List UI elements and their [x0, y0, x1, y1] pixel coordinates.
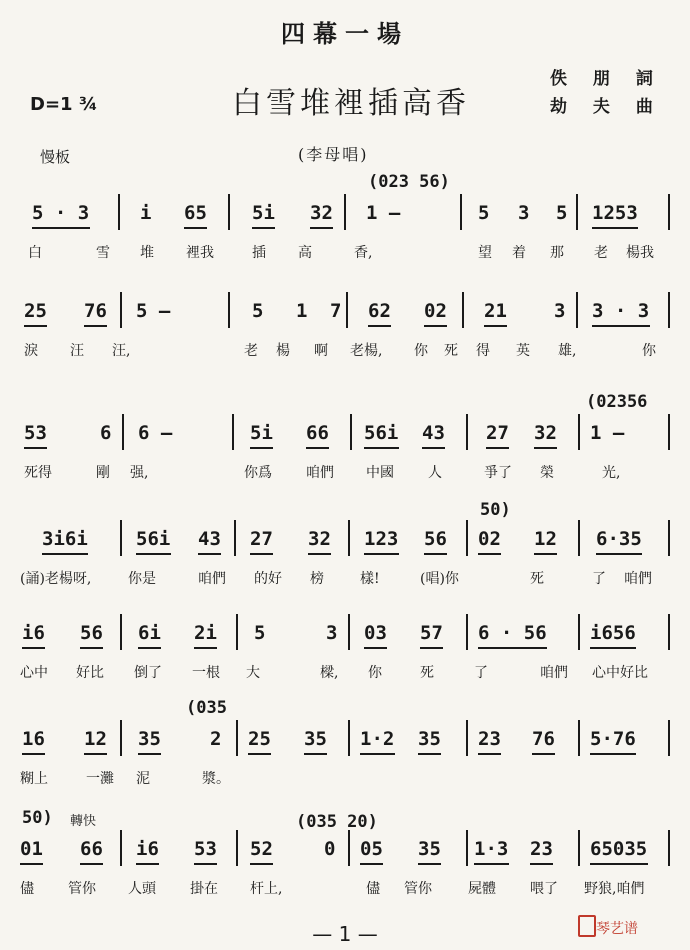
lyric: 野狼,咱們	[584, 881, 645, 897]
lyric: 心中好比	[592, 665, 648, 681]
note-group: 5i	[252, 202, 275, 224]
note-group: 12	[534, 528, 557, 550]
beam-underline	[32, 227, 90, 229]
lyric: 泥	[136, 771, 150, 787]
bar-line	[120, 830, 122, 866]
beam-underline	[592, 227, 638, 229]
note-group: 02	[478, 528, 501, 550]
lyric: 你	[368, 665, 382, 681]
lyric: 裡我	[186, 245, 214, 261]
bar-line	[466, 614, 468, 650]
note-group: 3 · 3	[592, 300, 650, 322]
beam-underline	[198, 553, 221, 555]
note-group: 6i	[138, 622, 161, 644]
lyric: 英	[516, 343, 530, 359]
beam-underline	[424, 553, 447, 555]
beam-underline	[534, 553, 557, 555]
note-group: 1·2	[360, 728, 395, 750]
lyric: 老	[594, 245, 608, 261]
lyric: 儘	[20, 881, 34, 897]
note-group: 1	[296, 300, 308, 322]
bar-line	[668, 414, 670, 450]
beam-underline	[136, 553, 171, 555]
lyric: 榮	[540, 465, 554, 481]
beam-underline	[22, 647, 45, 649]
note-group: 6 —	[138, 422, 173, 444]
beam-underline	[138, 753, 161, 755]
bar-line	[578, 830, 580, 866]
lyric: 榜	[310, 571, 324, 587]
beam-underline	[80, 863, 103, 865]
beam-underline	[478, 553, 501, 555]
lyric: 管你	[404, 881, 432, 897]
watermark: 琴艺谱	[596, 921, 638, 937]
bar-line	[344, 194, 346, 230]
lyric: 你爲	[244, 465, 272, 481]
lyric: 楊我	[626, 245, 654, 261]
beam-underline	[304, 753, 327, 755]
beam-underline	[474, 863, 509, 865]
note-group: 53	[24, 422, 47, 444]
lyric: 咱們	[540, 665, 568, 681]
note-group: i6	[136, 838, 159, 860]
note-group: 35	[138, 728, 161, 750]
note-group: 62	[368, 300, 391, 322]
lyric: 堆	[140, 245, 154, 261]
bar-line	[348, 830, 350, 866]
note-group: 02	[424, 300, 447, 322]
lyric: 的好	[254, 571, 282, 587]
watermark-logo-icon	[578, 915, 596, 937]
note-group: 1·3	[474, 838, 509, 860]
lyric: 好比	[76, 665, 104, 681]
bar-line	[466, 830, 468, 866]
interlude-annotation: (02356	[586, 392, 648, 412]
note-group: 43	[422, 422, 445, 444]
note-group: 2i	[194, 622, 217, 644]
beam-underline	[420, 647, 443, 649]
note-group: 76	[532, 728, 555, 750]
beam-underline	[194, 647, 217, 649]
bar-line	[462, 292, 464, 328]
note-group: 66	[80, 838, 103, 860]
beam-underline	[368, 325, 391, 327]
lyric: 楊	[276, 343, 290, 359]
act-title: 四幕一場	[281, 19, 409, 48]
lyric: 了	[474, 665, 488, 681]
bar-line	[578, 720, 580, 756]
bar-line	[576, 292, 578, 328]
singer-note: (李母唱)	[298, 145, 369, 164]
beam-underline	[84, 325, 107, 327]
note-group: 3	[554, 300, 566, 322]
tempo-marking: 慢板	[40, 148, 71, 166]
lyric: 樑,	[320, 665, 339, 681]
bar-line	[668, 520, 670, 556]
note-group: 1253	[592, 202, 638, 224]
lyric: 剛	[96, 465, 110, 481]
beam-underline	[250, 553, 273, 555]
note-group: 27	[250, 528, 273, 550]
bar-line	[576, 194, 578, 230]
note-group: 23	[478, 728, 501, 750]
bar-line	[350, 414, 352, 450]
note-group: 56	[80, 622, 103, 644]
beam-underline	[484, 325, 507, 327]
bar-line	[120, 292, 122, 328]
beam-underline	[422, 447, 445, 449]
bar-line	[236, 830, 238, 866]
note-group: 32	[534, 422, 557, 444]
note-group: 65035	[590, 838, 648, 860]
bar-line	[668, 292, 670, 328]
beam-underline	[592, 325, 650, 327]
lyric: 喂了	[530, 881, 558, 897]
note-group: 5	[254, 622, 266, 644]
bar-line	[346, 292, 348, 328]
lyric: 你	[642, 343, 656, 359]
beam-underline	[532, 753, 555, 755]
beam-underline	[24, 325, 47, 327]
bar-line	[118, 194, 120, 230]
lyric: 樣!	[360, 571, 380, 587]
note-group: 66	[306, 422, 329, 444]
note-group: 25	[248, 728, 271, 750]
note-group: i656	[590, 622, 636, 644]
note-group: 65	[184, 202, 207, 224]
lyric: 淚	[24, 343, 38, 359]
beam-underline	[248, 753, 271, 755]
note-group: 1 —	[366, 202, 401, 224]
note-group: 3	[326, 622, 338, 644]
interlude-annotation: 50)	[22, 808, 53, 828]
bar-line	[228, 292, 230, 328]
note-group: 35	[304, 728, 327, 750]
note-group: 3	[518, 202, 530, 224]
note-group: 12	[84, 728, 107, 750]
note-group: 53	[194, 838, 217, 860]
song-title: 白雪堆裡插高香	[232, 86, 470, 121]
note-group: 56i	[364, 422, 399, 444]
lyric: 了	[592, 571, 606, 587]
bar-line	[578, 614, 580, 650]
lyric: 漿。	[202, 771, 230, 787]
lyric: 杆上,	[250, 881, 283, 897]
beam-underline	[138, 647, 161, 649]
beam-underline	[596, 553, 642, 555]
beam-underline	[418, 863, 441, 865]
lyric: 汪	[70, 343, 84, 359]
note-group: 6·35	[596, 528, 642, 550]
lyric: 那	[550, 245, 564, 261]
lyric: 咱們	[198, 571, 226, 587]
note-group: 6	[100, 422, 112, 444]
note-group: 6 · 56	[478, 622, 547, 644]
note-group: 21	[484, 300, 507, 322]
note-group: 25	[24, 300, 47, 322]
lyric: 管你	[68, 881, 96, 897]
lyric: 死	[444, 343, 458, 359]
bar-line	[460, 194, 462, 230]
lyric: 老楊,	[350, 343, 383, 359]
bar-line	[578, 414, 580, 450]
beam-underline	[194, 863, 217, 865]
lyric: 中國	[366, 465, 394, 481]
bar-line	[120, 720, 122, 756]
beam-underline	[250, 447, 273, 449]
lyricist-credit: 佚 朋 詞	[550, 69, 663, 89]
lyric: 糊上	[20, 771, 48, 787]
beam-underline	[20, 863, 43, 865]
lyric: 雪	[96, 245, 110, 261]
note-group: 5 —	[136, 300, 171, 322]
beam-underline	[590, 647, 636, 649]
bar-line	[668, 720, 670, 756]
composer-credit: 劫 夫 曲	[550, 97, 663, 117]
note-group: 5i	[250, 422, 273, 444]
note-group: 5·76	[590, 728, 636, 750]
beam-underline	[80, 647, 103, 649]
note-group: i6	[22, 622, 45, 644]
beam-underline	[42, 553, 88, 555]
note-group: 32	[310, 202, 333, 224]
beam-underline	[590, 753, 636, 755]
lyric: 着	[512, 245, 526, 261]
note-group: 56i	[136, 528, 171, 550]
lyric: 你	[414, 343, 428, 359]
note-group: 76	[84, 300, 107, 322]
bar-line	[236, 720, 238, 756]
bar-line	[578, 520, 580, 556]
note-group: 1 —	[590, 422, 625, 444]
beam-underline	[22, 753, 45, 755]
bar-line	[120, 520, 122, 556]
note-group: 32	[308, 528, 331, 550]
bar-line	[122, 414, 124, 450]
note-group: 56	[424, 528, 447, 550]
lyric: 光,	[602, 465, 621, 481]
beam-underline	[306, 447, 329, 449]
bar-line	[234, 520, 236, 556]
key-signature: D=1 ¾	[30, 94, 98, 115]
lyric: (誦)老楊呀,	[20, 571, 92, 587]
note-group: 5 · 3	[32, 202, 90, 224]
note-group: 43	[198, 528, 221, 550]
lyric: 心中	[20, 665, 48, 681]
beam-underline	[250, 863, 273, 865]
interlude-annotation: 50)	[480, 500, 511, 520]
lyric: 大	[246, 665, 260, 681]
bar-line	[668, 614, 670, 650]
interlude-annotation: (035 20)	[296, 812, 378, 832]
lyric: 死	[530, 571, 544, 587]
lyric: 一根	[192, 665, 220, 681]
lyric: 咱們	[624, 571, 652, 587]
lyric: 雄,	[558, 343, 577, 359]
note-group: 7	[330, 300, 342, 322]
note-group: 3i6i	[42, 528, 88, 550]
lyric: 人	[428, 465, 442, 481]
beam-underline	[486, 447, 509, 449]
beam-underline	[424, 325, 447, 327]
tempo-change-marking: 轉快	[70, 814, 97, 829]
note-group: 2	[210, 728, 222, 750]
beam-underline	[252, 227, 275, 229]
bar-line	[466, 520, 468, 556]
beam-underline	[24, 447, 47, 449]
lyric: 强,	[130, 465, 149, 481]
note-group: 05	[360, 838, 383, 860]
lyric: 人頭	[128, 881, 156, 897]
beam-underline	[590, 863, 648, 865]
note-group: i	[140, 202, 152, 224]
lyric: 老	[244, 343, 258, 359]
bar-line	[668, 194, 670, 230]
note-group: 35	[418, 838, 441, 860]
note-group: 52	[250, 838, 273, 860]
bar-line	[120, 614, 122, 650]
note-group: 5	[478, 202, 490, 224]
lyric: 屍體	[468, 881, 496, 897]
lyric: 你是	[128, 571, 156, 587]
bar-line	[232, 414, 234, 450]
lyric: 插	[252, 245, 266, 261]
beam-underline	[136, 863, 159, 865]
beam-underline	[360, 863, 383, 865]
beam-underline	[360, 753, 395, 755]
note-group: 03	[364, 622, 387, 644]
lyric: (唱)你	[420, 571, 459, 587]
beam-underline	[478, 647, 547, 649]
beam-underline	[418, 753, 441, 755]
lyric: 掛在	[190, 881, 218, 897]
note-group: 23	[530, 838, 553, 860]
note-group: 5	[252, 300, 264, 322]
lyric: 望	[478, 245, 492, 261]
beam-underline	[364, 647, 387, 649]
note-group: 01	[20, 838, 43, 860]
lyric: 香,	[354, 245, 373, 261]
lyric: 汪,	[112, 343, 131, 359]
interlude-annotation: (035	[186, 698, 227, 718]
beam-underline	[184, 227, 207, 229]
bar-line	[236, 614, 238, 650]
lyric: 死得	[24, 465, 52, 481]
note-group: 27	[486, 422, 509, 444]
beam-underline	[364, 447, 399, 449]
note-group: 35	[418, 728, 441, 750]
beam-underline	[478, 753, 501, 755]
lyric: 一灘	[86, 771, 114, 787]
lyric: 倒了	[134, 665, 162, 681]
note-group: 123	[364, 528, 399, 550]
note-group: 57	[420, 622, 443, 644]
lyric: 爭了	[484, 465, 512, 481]
page-number: — 1 —	[312, 922, 378, 946]
lyric: 死	[420, 665, 434, 681]
bar-line	[466, 414, 468, 450]
lyric: 啊	[314, 343, 328, 359]
bar-line	[348, 614, 350, 650]
bar-line	[228, 194, 230, 230]
bar-line	[348, 720, 350, 756]
bar-line	[466, 720, 468, 756]
note-group: 16	[22, 728, 45, 750]
lyric: 高	[298, 245, 312, 261]
note-group: 5	[556, 202, 568, 224]
beam-underline	[364, 553, 399, 555]
beam-underline	[308, 553, 331, 555]
lyric: 咱們	[306, 465, 334, 481]
lyric: 白	[28, 245, 42, 261]
beam-underline	[530, 863, 553, 865]
lyric: 得	[476, 343, 490, 359]
interlude-annotation: (023 56)	[368, 172, 450, 192]
beam-underline	[84, 753, 107, 755]
bar-line	[668, 830, 670, 866]
beam-underline	[310, 227, 333, 229]
note-group: 0	[324, 838, 336, 860]
beam-underline	[534, 447, 557, 449]
bar-line	[348, 520, 350, 556]
lyric: 儘	[366, 881, 380, 897]
